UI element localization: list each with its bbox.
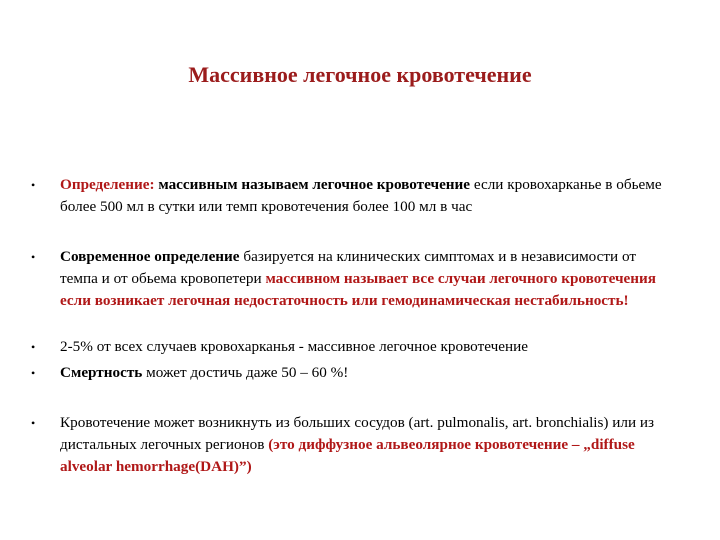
mortality-label: Смертность: [60, 364, 143, 381]
bullet-marker: •: [31, 340, 36, 354]
bullet-marker: •: [31, 178, 36, 192]
bullet-definition: [60, 174, 672, 218]
modern-definition-label: Современное определение: [60, 248, 240, 265]
bullet-bleeding-source: [60, 412, 672, 478]
definition-bold-text: массивным называем легочное кровотечение: [158, 176, 471, 193]
modern-definition-text: базируется на клинических симптомах и в независимости от темпа и от обьема кровопетери: [60, 248, 636, 287]
bleeding-source-text: Кровотечение может возникнуть из больших сосудов (art. pulmonalis, art. bronchialis) или из дистальных легочных регионов: [60, 414, 655, 453]
definition-text: если кровохарканье в обьеме более 500 мл в сутки или темп кровотечения более 100 мл в час: [60, 176, 662, 215]
mortality-text: может достичь даже 50 – 60 %!: [146, 364, 349, 381]
modern-definition-highlight: массивном называет все случаи легочного кровотечения если возникает легочная недостаточность или гемодинамическая нестабильность!: [60, 270, 656, 309]
statistics-text: 2-5% от всех случаев кровохарканья - массивное легочное кровотечение: [60, 338, 528, 355]
bleeding-source-highlight: (это диффузное альвеолярное кровотечение – „diffuse alveolar hemorrhage(DAH)”): [60, 436, 635, 475]
bullet-marker: •: [31, 416, 36, 430]
slide-title: Массивное легочное кровотечение: [188, 62, 532, 87]
bullet-marker: •: [31, 250, 36, 264]
bullet-mortality: [60, 362, 672, 384]
bullet-marker: •: [31, 366, 36, 380]
bullet-modern-definition: [60, 246, 672, 312]
definition-label: Определение:: [60, 176, 155, 193]
bullet-statistics: [60, 336, 672, 358]
